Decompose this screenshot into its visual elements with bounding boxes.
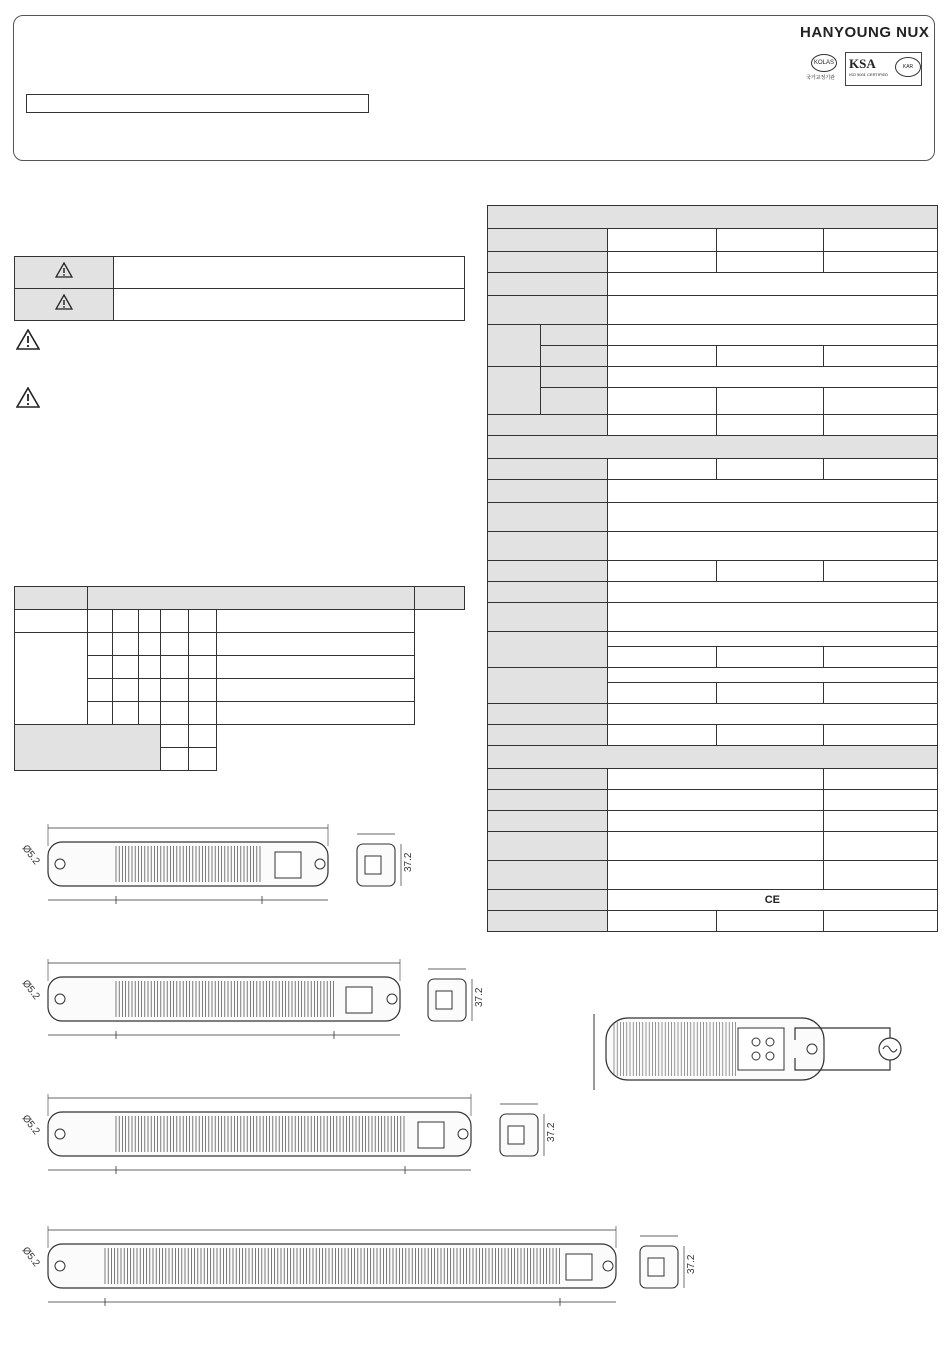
spec-value — [607, 229, 717, 252]
sel-code-cell — [161, 748, 189, 771]
spec-value — [824, 459, 938, 480]
sel-code-cell — [113, 679, 139, 702]
ce-mark: CE — [764, 894, 780, 906]
mount-hole — [55, 994, 65, 1004]
spec-label — [488, 480, 608, 503]
spec-label — [488, 296, 608, 325]
spec-label — [488, 582, 608, 603]
brand-logo: HANYOUNG NUX — [800, 24, 930, 41]
spec-value — [607, 683, 717, 704]
spec-label — [540, 346, 607, 367]
sel-desc-cell — [189, 748, 217, 771]
spec-label — [488, 561, 608, 582]
spec-value — [824, 346, 938, 367]
caution-label-cell — [15, 289, 114, 321]
spec-value — [824, 252, 938, 273]
spec-value — [717, 725, 824, 746]
sel-code-cell — [161, 633, 189, 656]
sel-code-cell — [139, 656, 161, 679]
sel-code-cell — [139, 679, 161, 702]
mount-hole — [55, 859, 65, 869]
wiring-device-body — [606, 1018, 824, 1080]
kar-seal: KAR — [895, 57, 921, 77]
spec-value — [607, 503, 937, 532]
spec-label — [488, 229, 608, 252]
sel-desc-cell — [217, 679, 415, 702]
sel-header-cell — [415, 587, 465, 610]
calibration-caption: 국가교정기관 — [806, 75, 835, 81]
device-drawing-3 — [20, 1094, 557, 1174]
safety-warning-table — [14, 256, 465, 321]
mount-hole — [807, 1044, 817, 1054]
spec-label — [540, 367, 607, 388]
spec-value — [607, 632, 937, 647]
spec-value — [717, 346, 824, 367]
sel-code-cell — [161, 610, 189, 633]
sel-code-cell — [189, 633, 217, 656]
spec-label — [488, 415, 608, 436]
danger-label-cell — [15, 257, 114, 289]
spec-value — [607, 532, 937, 561]
spec-label — [488, 252, 608, 273]
spec-value — [607, 725, 717, 746]
spec-value — [607, 415, 717, 436]
model-selection-table — [14, 586, 465, 771]
spec-label — [488, 325, 541, 367]
hole-diameter-label: Ø5.2 — [19, 978, 42, 1002]
spec-value — [717, 252, 824, 273]
spec-value — [607, 647, 717, 668]
spec-label — [488, 459, 608, 480]
spec-value — [607, 668, 937, 683]
side-view-terminal — [436, 991, 452, 1009]
side-view-terminal — [508, 1126, 524, 1144]
side-height-label: 37.2 — [686, 1254, 697, 1274]
spec-label — [488, 704, 608, 725]
caution-icon — [16, 387, 40, 408]
warning-triangle-icon — [55, 262, 73, 278]
side-height-label: 37.2 — [546, 1122, 557, 1142]
side-height-label: 37.2 — [403, 852, 414, 872]
hole-diameter-label: Ø5.2 — [19, 1113, 42, 1137]
sel-code-cell — [189, 656, 217, 679]
sel-code-cell — [139, 610, 161, 633]
sel-desc-cell — [217, 633, 415, 656]
spec-value — [717, 388, 824, 415]
caution-description-cell — [114, 289, 465, 321]
sel-group-cell — [15, 725, 161, 771]
spec-label — [488, 367, 541, 415]
sel-code-cell — [88, 679, 113, 702]
spec-value — [607, 296, 937, 325]
sel-desc-cell — [217, 610, 415, 633]
device-drawing-2 — [20, 959, 485, 1039]
spec-value — [607, 459, 717, 480]
device-drawing-4 — [20, 1226, 697, 1306]
mount-hole — [55, 1129, 65, 1139]
spec-value — [607, 325, 937, 346]
hole-diameter-label: Ø5.2 — [19, 843, 42, 867]
sel-code-cell — [161, 725, 189, 748]
sel-group-cell — [15, 610, 88, 633]
spec-label — [488, 668, 608, 704]
spec-value — [607, 480, 937, 503]
sel-code-cell — [88, 610, 113, 633]
sel-code-cell — [88, 656, 113, 679]
spec-label — [540, 388, 607, 415]
spec-value — [717, 459, 824, 480]
spec-value — [607, 388, 717, 415]
sel-code-cell — [113, 633, 139, 656]
sel-code-cell — [161, 679, 189, 702]
spec-label — [488, 632, 608, 668]
hole-diameter-label: Ø5.2 — [19, 1245, 42, 1269]
spec-value — [824, 683, 938, 704]
sel-code-cell — [161, 656, 189, 679]
sel-code-cell — [88, 702, 113, 725]
spec-value — [607, 704, 937, 725]
sel-code-cell — [113, 656, 139, 679]
spec-value — [607, 273, 937, 296]
spec-label — [488, 532, 608, 561]
ksa-sub-label: ISO 9001 CERTIFIED — [849, 72, 889, 77]
spec-value — [607, 252, 717, 273]
spec-value — [717, 229, 824, 252]
sel-group-cell — [15, 633, 88, 725]
device-body — [48, 1112, 471, 1156]
spec-label — [488, 503, 608, 532]
spec-value — [824, 229, 938, 252]
side-height-label: 37.2 — [474, 987, 485, 1007]
spec-value — [717, 683, 824, 704]
sel-header-cell — [15, 587, 88, 610]
sel-code-cell — [139, 633, 161, 656]
terminal-block — [418, 1122, 444, 1148]
ksa-label: KSA — [849, 56, 876, 71]
spec-value — [607, 582, 937, 603]
sel-code-cell — [88, 633, 113, 656]
sel-code-cell — [113, 702, 139, 725]
mount-hole — [315, 859, 325, 869]
mount-hole — [55, 1261, 65, 1271]
sel-code-cell — [189, 679, 217, 702]
spec-value — [717, 415, 824, 436]
spec-value — [717, 561, 824, 582]
terminal-block — [566, 1254, 592, 1280]
spec-value — [607, 603, 937, 632]
sel-desc-cell — [217, 702, 415, 725]
spec-section-header — [488, 206, 938, 229]
device-drawing-1 — [20, 824, 414, 904]
spec-value — [824, 415, 938, 436]
mount-hole — [458, 1129, 468, 1139]
side-view-terminal — [365, 856, 381, 874]
side-view-terminal — [648, 1258, 664, 1276]
sel-code-cell — [139, 702, 161, 725]
terminal-block — [738, 1028, 784, 1070]
spec-label — [488, 273, 608, 296]
mount-hole — [603, 1261, 613, 1271]
header-frame — [13, 15, 935, 161]
spec-value — [824, 561, 938, 582]
sel-desc-cell — [217, 656, 415, 679]
calibration-seal: KOLAS — [811, 54, 837, 72]
sel-code-cell — [189, 610, 217, 633]
spec-value — [824, 647, 938, 668]
sel-code-cell — [113, 610, 139, 633]
spec-value — [607, 561, 717, 582]
wiring-diagram — [590, 1010, 920, 1096]
document-title-box — [26, 94, 369, 113]
mount-hole — [387, 994, 397, 1004]
spec-section-header — [488, 746, 938, 769]
spec-label — [488, 725, 608, 746]
sel-header-cell — [88, 587, 415, 610]
spec-label — [488, 603, 608, 632]
spec-value — [717, 647, 824, 668]
danger-description-cell — [114, 257, 465, 289]
sel-code-cell — [189, 702, 217, 725]
spec-value — [824, 388, 938, 415]
warning-triangle-icon — [55, 294, 73, 310]
sel-code-cell — [161, 702, 189, 725]
spec-value — [824, 725, 938, 746]
spec-value — [607, 367, 937, 388]
terminal-block — [346, 987, 372, 1013]
sel-desc-cell — [189, 725, 217, 748]
spec-section-header — [488, 436, 938, 459]
spec-label — [540, 325, 607, 346]
danger-icon — [16, 329, 40, 350]
spec-value — [607, 346, 717, 367]
terminal-block — [275, 852, 301, 878]
